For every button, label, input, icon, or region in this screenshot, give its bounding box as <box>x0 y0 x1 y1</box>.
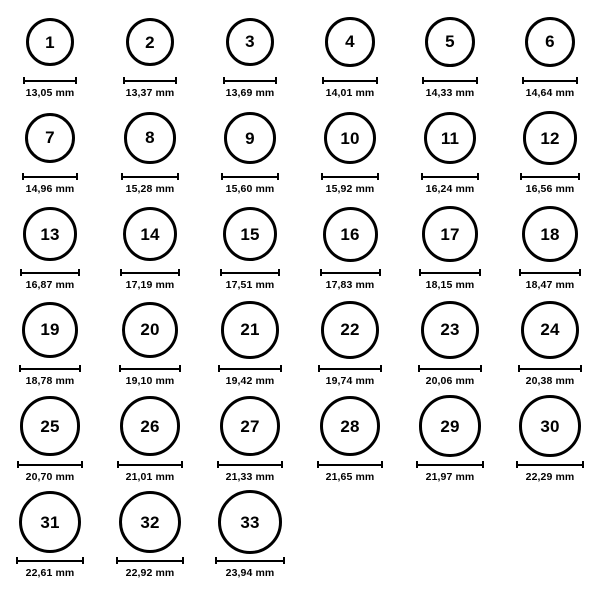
diameter-value-label: 18,15 mm <box>425 279 475 291</box>
measure-endcaps <box>516 461 584 468</box>
ring-size-cell <box>400 104 500 200</box>
measure-line <box>17 464 82 466</box>
ring-circle-wrap <box>522 200 578 268</box>
ring-size-label: 4 <box>345 32 355 52</box>
diameter-value-label: 16,56 mm <box>525 183 575 195</box>
measure-endcaps <box>220 269 281 276</box>
ring-circle <box>320 396 381 457</box>
diameter-value-label: 22,61 mm <box>25 567 75 579</box>
ring-circle <box>124 112 175 163</box>
ring-circle-wrap <box>521 296 580 364</box>
ring-circle <box>425 17 475 67</box>
diameter-value-label: 14,64 mm <box>525 87 575 99</box>
measure-endcaps <box>20 269 80 276</box>
diameter-measure-bar <box>422 76 478 85</box>
ring-circle-wrap <box>119 488 182 556</box>
diameter-measure-bar <box>421 172 480 181</box>
diameter-measure-bar <box>121 172 178 181</box>
measure-endcaps <box>522 77 578 84</box>
measure-line <box>117 464 183 466</box>
ring-size-label: 18 <box>540 224 560 244</box>
diameter-value-label: 19,74 mm <box>325 375 375 387</box>
ring-size-cell <box>300 296 400 392</box>
diameter-value-label: 21,33 mm <box>225 471 275 483</box>
ring-circle-wrap <box>421 296 479 364</box>
ring-size-label: 20 <box>140 320 160 340</box>
diameter-value-label: 15,28 mm <box>125 183 175 195</box>
diameter-measure-bar <box>223 76 278 85</box>
diameter-value-label: 23,94 mm <box>225 567 275 579</box>
diameter-value-label: 14,33 mm <box>425 87 475 99</box>
measure-endcaps <box>117 461 183 468</box>
ring-size-label: 25 <box>40 416 60 436</box>
ring-circle <box>19 491 81 553</box>
ring-circle-wrap <box>218 488 282 556</box>
ring-circle <box>220 396 280 456</box>
ring-size-label: 5 <box>445 32 455 52</box>
measure-endcaps <box>520 173 579 180</box>
ring-circle <box>525 17 575 67</box>
ring-circle <box>523 111 576 164</box>
ring-circle <box>123 207 177 261</box>
measure-endcaps <box>416 461 483 468</box>
diameter-value-label: 14,96 mm <box>25 183 75 195</box>
ring-circle <box>25 113 76 164</box>
ring-size-cell <box>100 296 200 392</box>
diameter-value-label: 15,92 mm <box>325 183 375 195</box>
measure-line <box>16 560 84 562</box>
ring-size-label: 3 <box>245 32 255 52</box>
measure-endcaps <box>519 269 581 276</box>
diameter-value-label: 21,97 mm <box>425 471 475 483</box>
ring-circle-wrap <box>122 296 179 364</box>
ring-size-label: 2 <box>145 32 155 52</box>
measure-line <box>519 272 581 274</box>
diameter-measure-bar <box>317 460 384 469</box>
ring-circle <box>23 207 77 261</box>
measure-endcaps <box>322 77 377 84</box>
ring-circle <box>324 112 376 164</box>
ring-size-cell <box>400 8 500 104</box>
measure-line <box>223 80 278 82</box>
diameter-measure-bar <box>520 172 579 181</box>
ring-size-label: 28 <box>340 416 360 436</box>
ring-size-label: 26 <box>140 416 160 436</box>
diameter-value-label: 13,37 mm <box>125 87 175 99</box>
ring-size-label: 21 <box>240 320 260 340</box>
ring-size-cell <box>500 200 600 296</box>
measure-endcaps <box>422 77 478 84</box>
diameter-value-label: 20,70 mm <box>25 471 75 483</box>
diameter-measure-bar <box>522 76 578 85</box>
ring-size-label: 9 <box>245 128 255 148</box>
ring-size-cell <box>200 200 300 296</box>
diameter-measure-bar <box>518 364 583 373</box>
measure-endcaps <box>221 173 279 180</box>
diameter-value-label: 21,01 mm <box>125 471 175 483</box>
ring-circle-wrap <box>424 104 477 172</box>
ring-size-cell <box>400 296 500 392</box>
diameter-measure-bar <box>516 460 584 469</box>
ring-size-label: 11 <box>440 128 460 148</box>
measure-endcaps <box>116 557 185 564</box>
measure-line <box>218 368 281 370</box>
ring-size-cell <box>100 104 200 200</box>
ring-size-cell <box>0 104 100 200</box>
measure-endcaps <box>321 173 379 180</box>
diameter-value-label: 19,42 mm <box>225 375 275 387</box>
diameter-measure-bar <box>215 556 285 565</box>
measure-endcaps <box>318 365 382 372</box>
measure-line <box>220 272 281 274</box>
ring-circle <box>120 396 180 456</box>
measure-line <box>516 464 584 466</box>
ring-size-cell <box>300 104 400 200</box>
measure-line <box>421 176 480 178</box>
measure-endcaps <box>19 365 81 372</box>
diameter-measure-bar <box>318 364 382 373</box>
ring-circle <box>22 302 78 358</box>
measure-line <box>518 368 583 370</box>
measure-line <box>23 80 77 82</box>
measure-line <box>322 80 377 82</box>
diameter-measure-bar <box>17 460 82 469</box>
diameter-measure-bar <box>320 268 381 277</box>
measure-endcaps <box>120 269 180 276</box>
ring-size-label: 29 <box>440 416 460 436</box>
diameter-value-label: 13,69 mm <box>225 87 275 99</box>
ring-circle <box>20 396 79 455</box>
diameter-value-label: 18,78 mm <box>25 375 75 387</box>
ring-size-label: 24 <box>540 320 560 340</box>
ring-circle-wrap <box>525 8 575 76</box>
ring-size-label: 17 <box>440 224 460 244</box>
diameter-measure-bar <box>220 268 281 277</box>
ring-circle-wrap <box>19 488 81 556</box>
ring-size-label: 32 <box>140 512 160 532</box>
ring-size-label: 13 <box>40 224 60 244</box>
ring-circle-wrap <box>123 200 177 268</box>
measure-endcaps <box>218 365 281 372</box>
ring-size-cell <box>100 392 200 488</box>
ring-circle-wrap <box>325 8 374 76</box>
measure-line <box>318 368 382 370</box>
measure-endcaps <box>317 461 384 468</box>
ring-size-label: 7 <box>45 128 55 148</box>
ring-circle <box>521 301 580 360</box>
diameter-value-label: 19,10 mm <box>125 375 175 387</box>
diameter-measure-bar <box>418 364 482 373</box>
ring-size-label: 14 <box>140 224 160 244</box>
measure-line <box>19 368 81 370</box>
measure-line <box>123 80 178 82</box>
diameter-value-label: 17,19 mm <box>125 279 175 291</box>
ring-circle-wrap <box>22 296 78 364</box>
measure-line <box>116 560 185 562</box>
ring-size-label: 1 <box>45 32 55 52</box>
ring-size-cell <box>200 8 300 104</box>
diameter-value-label: 13,05 mm <box>25 87 75 99</box>
ring-circle-wrap <box>419 392 480 460</box>
ring-circle <box>224 112 276 164</box>
ring-size-label: 10 <box>340 128 360 148</box>
diameter-value-label: 22,92 mm <box>125 567 175 579</box>
measure-endcaps <box>215 557 285 564</box>
ring-size-cell <box>200 296 300 392</box>
ring-size-label: 12 <box>540 128 560 148</box>
measure-endcaps <box>119 365 182 372</box>
ring-circle <box>323 207 378 262</box>
diameter-value-label: 16,87 mm <box>25 279 75 291</box>
measure-line <box>419 272 481 274</box>
measure-line <box>520 176 579 178</box>
ring-size-label: 23 <box>440 320 460 340</box>
ring-circle-wrap <box>519 392 581 460</box>
measure-endcaps <box>217 461 283 468</box>
ring-size-label: 22 <box>340 320 360 340</box>
ring-circle-wrap <box>20 392 79 460</box>
ring-circle-wrap <box>323 200 378 268</box>
ring-circle-wrap <box>23 200 77 268</box>
diameter-value-label: 18,47 mm <box>525 279 575 291</box>
diameter-measure-bar <box>116 556 185 565</box>
ring-circle-wrap <box>226 8 275 76</box>
ring-size-cell <box>300 200 400 296</box>
ring-size-label: 19 <box>40 320 60 340</box>
ring-size-cell <box>500 8 600 104</box>
ring-circle <box>218 490 282 554</box>
ring-size-cell <box>0 392 100 488</box>
measure-endcaps <box>123 77 178 84</box>
ring-circle-wrap <box>25 104 76 172</box>
measure-line <box>317 464 384 466</box>
diameter-measure-bar <box>123 76 178 85</box>
diameter-measure-bar <box>321 172 379 181</box>
diameter-measure-bar <box>419 268 481 277</box>
ring-circle-wrap <box>120 392 180 460</box>
ring-size-cell <box>0 296 100 392</box>
measure-line <box>121 176 178 178</box>
measure-endcaps <box>22 173 79 180</box>
ring-circle-wrap <box>26 8 74 76</box>
ring-circle-wrap <box>220 392 280 460</box>
ring-size-cell <box>500 296 600 392</box>
diameter-measure-bar <box>416 460 483 469</box>
ring-size-label: 27 <box>240 416 260 436</box>
measure-endcaps <box>419 269 481 276</box>
diameter-value-label: 22,29 mm <box>525 471 575 483</box>
measure-line <box>416 464 483 466</box>
ring-size-cell <box>400 200 500 296</box>
ring-circle-wrap <box>422 200 478 268</box>
ring-circle <box>422 206 478 262</box>
measure-line <box>221 176 279 178</box>
ring-size-cell <box>200 488 300 584</box>
diameter-measure-bar <box>120 268 180 277</box>
measure-endcaps <box>23 77 77 84</box>
measure-endcaps <box>418 365 482 372</box>
measure-endcaps <box>223 77 278 84</box>
ring-circle <box>325 17 374 66</box>
diameter-measure-bar <box>217 460 283 469</box>
ring-size-label: 15 <box>240 224 260 244</box>
measure-endcaps <box>421 173 480 180</box>
diameter-measure-bar <box>23 76 77 85</box>
measure-line <box>321 176 379 178</box>
ring-size-cell <box>100 488 200 584</box>
ring-size-cell <box>300 392 400 488</box>
ring-circle <box>122 302 179 359</box>
diameter-measure-bar <box>218 364 281 373</box>
ring-circle <box>126 18 175 67</box>
diameter-measure-bar <box>22 172 79 181</box>
ring-size-label: 6 <box>545 32 555 52</box>
measure-endcaps <box>320 269 381 276</box>
diameter-value-label: 15,60 mm <box>225 183 275 195</box>
ring-circle-wrap <box>523 104 576 172</box>
measure-line <box>22 176 79 178</box>
diameter-measure-bar <box>19 364 81 373</box>
ring-circle <box>519 395 581 457</box>
ring-circle <box>419 395 480 456</box>
ring-circle-wrap <box>321 296 379 364</box>
measure-endcaps <box>518 365 583 372</box>
ring-circle <box>424 112 477 165</box>
measure-line <box>120 272 180 274</box>
diameter-measure-bar <box>20 268 80 277</box>
ring-circle <box>522 206 578 262</box>
measure-line <box>20 272 80 274</box>
ring-circle <box>226 18 275 67</box>
ring-size-cell <box>200 392 300 488</box>
diameter-measure-bar <box>117 460 183 469</box>
diameter-value-label: 21,65 mm <box>325 471 375 483</box>
diameter-measure-bar <box>16 556 84 565</box>
ring-circle <box>119 491 182 554</box>
ring-circle-wrap <box>221 296 278 364</box>
ring-size-cell <box>100 200 200 296</box>
ring-size-cell <box>500 104 600 200</box>
ring-circle-wrap <box>124 104 175 172</box>
ring-size-label: 31 <box>40 512 60 532</box>
diameter-measure-bar <box>119 364 182 373</box>
ring-size-cell <box>0 488 100 584</box>
measure-endcaps <box>17 461 82 468</box>
diameter-value-label: 20,06 mm <box>425 375 475 387</box>
ring-circle <box>321 301 379 359</box>
diameter-measure-bar <box>322 76 377 85</box>
diameter-value-label: 14,01 mm <box>325 87 375 99</box>
ring-size-cell <box>300 8 400 104</box>
ring-size-cell <box>200 104 300 200</box>
ring-circle-wrap <box>223 200 278 268</box>
ring-size-cell <box>100 8 200 104</box>
measure-endcaps <box>121 173 178 180</box>
ring-size-cell <box>400 392 500 488</box>
ring-circle-wrap <box>320 392 381 460</box>
measure-line <box>217 464 283 466</box>
ring-size-label: 8 <box>145 128 155 148</box>
ring-circle-wrap <box>126 8 175 76</box>
ring-circle <box>421 301 479 359</box>
diameter-value-label: 17,51 mm <box>225 279 275 291</box>
measure-line <box>522 80 578 82</box>
ring-size-cell <box>500 392 600 488</box>
ring-circle <box>223 207 278 262</box>
ring-size-label: 33 <box>240 512 260 532</box>
ring-size-label: 30 <box>540 416 560 436</box>
measure-line <box>215 560 285 562</box>
diameter-measure-bar <box>221 172 279 181</box>
measure-line <box>320 272 381 274</box>
measure-line <box>418 368 482 370</box>
ring-circle-wrap <box>324 104 376 172</box>
ring-circle <box>221 301 278 358</box>
measure-line <box>422 80 478 82</box>
ring-size-cell <box>0 200 100 296</box>
measure-line <box>119 368 182 370</box>
ring-size-label: 16 <box>340 224 360 244</box>
ring-circle-wrap <box>224 104 276 172</box>
ring-size-cell <box>0 8 100 104</box>
diameter-value-label: 20,38 mm <box>525 375 575 387</box>
measure-endcaps <box>16 557 84 564</box>
ring-circle-wrap <box>425 8 475 76</box>
ring-circle <box>26 18 74 66</box>
diameter-value-label: 16,24 mm <box>425 183 475 195</box>
diameter-value-label: 17,83 mm <box>325 279 375 291</box>
diameter-measure-bar <box>519 268 581 277</box>
